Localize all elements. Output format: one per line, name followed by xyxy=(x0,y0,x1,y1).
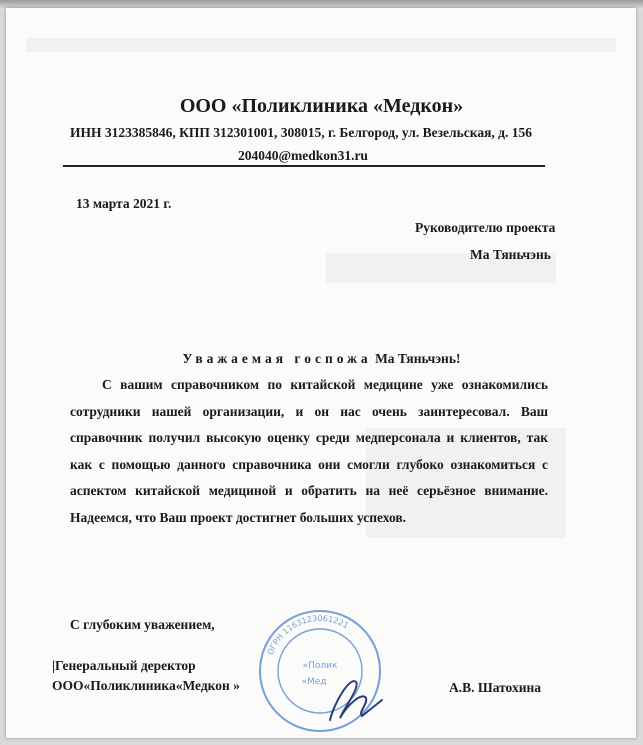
organization-name: ООО «Поликлиника «Медкон» xyxy=(179,95,464,117)
recipient-title: Руководителю проекта xyxy=(415,220,556,235)
salutation-name: Ма Тяньчэнь! xyxy=(375,351,461,366)
signer-organization: ООО«Поликлиника«Медкон » xyxy=(52,678,240,693)
recipient-name: Ма Тяньчэнь xyxy=(470,247,551,262)
stamp-center-line-2: «Мед xyxy=(301,677,327,687)
bleed-through xyxy=(26,38,616,52)
signer-name: А.В. Шатохина xyxy=(449,680,542,695)
organization-email: 204040@medkon31.ru xyxy=(238,148,368,163)
closing-phrase: С глубоким уважением, xyxy=(70,617,215,632)
salutation xyxy=(0,351,643,367)
letter-date: 13 марта 2021 г. xyxy=(76,196,172,211)
salutation-greeting: Уважаемая госпожа xyxy=(182,351,372,366)
company-stamp xyxy=(250,608,390,734)
letter-body: С вашим справочником по китайской медицине уже ознакомились сотрудники нашей организации, и он нас очень заинтересовал. Ваш справочник получил высокую оценку среди медперсонала и клиентов, так как с помощью данного справочника они смогли глубоко ознакомиться с аспектом китайской медициной и обратить на неё серьёзное внимание. Надеемся, что Ваш проект достигнет больших успехов. xyxy=(70,377,548,525)
letterhead-divider xyxy=(63,165,545,167)
signer-position: |Генеральный деректор xyxy=(52,658,196,673)
organization-requisites: ИНН 3123385846, КПП 312301001, 308015, г. Белгород, ул. Везельская, д. 156 xyxy=(70,125,532,140)
signature xyxy=(330,681,382,720)
stamp-ring-text: ОГРН 1163123061221 xyxy=(265,613,351,657)
stamp-center-line-1: «Полик xyxy=(302,661,338,671)
